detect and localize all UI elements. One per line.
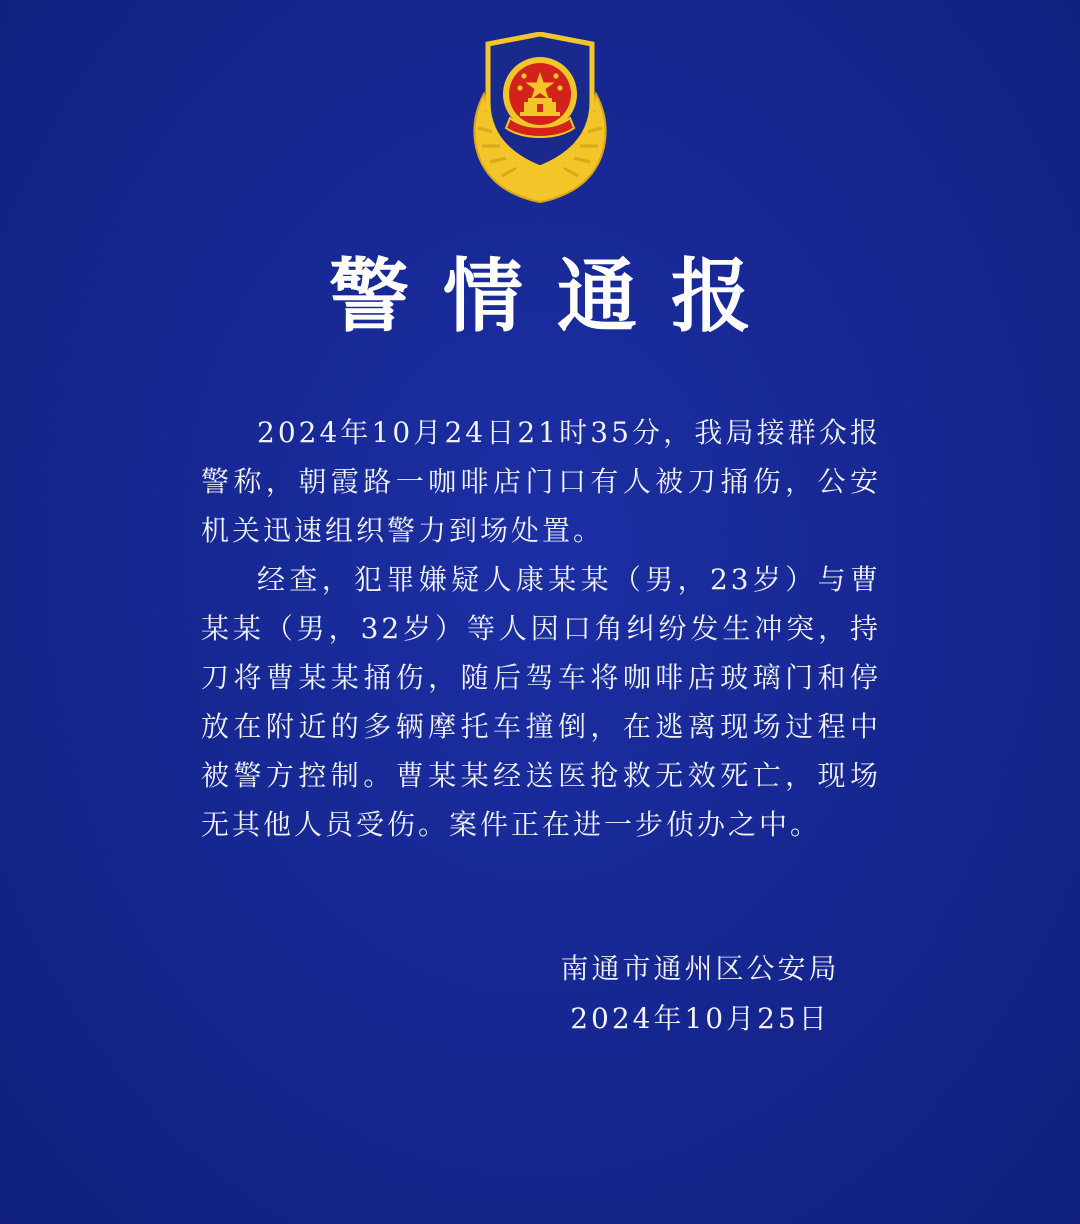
notice-paragraph-incident: 2024年10月24日21时35分，我局接群众报警称，朝霞路一咖啡店门口有人被刀捅伤，公安机关迅速组织警力到场处置。 bbox=[201, 416, 881, 547]
issuer-name: 南通市通州区公安局 bbox=[560, 952, 840, 985]
police-emblem-icon bbox=[466, 32, 614, 204]
notice-paragraph-investigation: 经查，犯罪嫌疑人康某某（男，23岁）与曹某某（男，32岁）等人因口角纠纷发生冲突，持刀将曹某某捅伤，随后驾车将咖啡店玻璃门和停放在附近的多辆摩托车撞倒，在逃离现场过程中被警方控制。曹某某经送医抢救无效死亡，现场无其他人员受伤。案件正在进一步侦办之中。 bbox=[201, 563, 881, 841]
notice-title: 警情通报 bbox=[329, 249, 785, 343]
issue-date: 2024年10月25日 bbox=[570, 1002, 830, 1035]
notice-signature bbox=[540, 944, 860, 1044]
notice-body bbox=[201, 408, 881, 849]
